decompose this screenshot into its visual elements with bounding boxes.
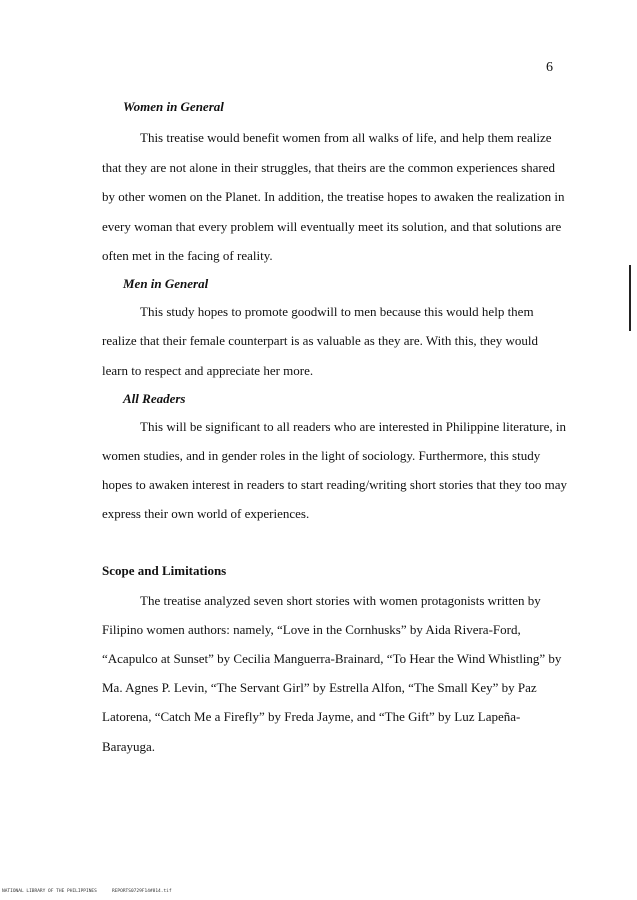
paragraph-line: This study hopes to promote goodwill to men because this would help them (140, 304, 534, 319)
paragraph-line: learn to respect and appreciate her more. (102, 363, 314, 378)
footer-file-id: REPORTS0729F14#814.tif (112, 889, 172, 894)
heading-men-in-general: Men in General (123, 276, 209, 291)
paragraph-line: Filipino women authors: namely, “Love in the Cornhusks” by Aida Rivera-Ford, (102, 622, 521, 637)
paragraph-line: This will be significant to all readers who are interested in Philippine literature, in (140, 419, 566, 434)
paragraph-line: that they are not alone in their struggles, that theirs are the common experiences shared (102, 160, 556, 175)
paragraph-line: This treatise would benefit women from all walks of life, and help them realize (140, 130, 552, 145)
paragraph-line: realize that their female counterpart is as valuable as they are. With this, they would (102, 333, 539, 348)
scan-edge-mark (629, 265, 631, 331)
paragraph-line: Barayuga. (102, 739, 156, 754)
paragraph-line: Latorena, “Catch Me a Firefly” by Freda Jayme, and “The Gift” by Luz Lapeña- (102, 709, 521, 724)
paragraph-line: women studies, and in gender roles in the light of sociology. Furthermore, this study (102, 448, 541, 463)
paragraph-line: often met in the facing of reality. (102, 248, 273, 263)
paragraph-line: by other women on the Planet. In addition, the treatise hopes to awaken the realization in (102, 189, 565, 204)
paragraph-line: The treatise analyzed seven short stories with women protagonists written by (140, 593, 541, 608)
heading-scope-and-limitations: Scope and Limitations (102, 563, 227, 578)
paragraph-line: “Acapulco at Sunset” by Cecilia Manguerra-Brainard, “To Hear the Wind Whistling” by (102, 651, 562, 666)
paragraph-line: express their own world of experiences. (102, 506, 310, 521)
heading-women-in-general: Women in General (123, 99, 224, 114)
paragraph-line: Ma. Agnes P. Levin, “The Servant Girl” by Estrella Alfon, “The Small Key” by Paz (102, 680, 537, 695)
page-number: 6 (546, 60, 553, 75)
footer-library-stamp: NATIONAL LIBRARY OF THE PHILIPPINES (2, 889, 97, 894)
paragraph-line: every woman that every problem will eventually meet its solution, and that solutions are (102, 219, 562, 234)
paragraph-line: hopes to awaken interest in readers to start reading/writing short stories that they too may (102, 477, 567, 492)
heading-all-readers: All Readers (123, 391, 186, 406)
